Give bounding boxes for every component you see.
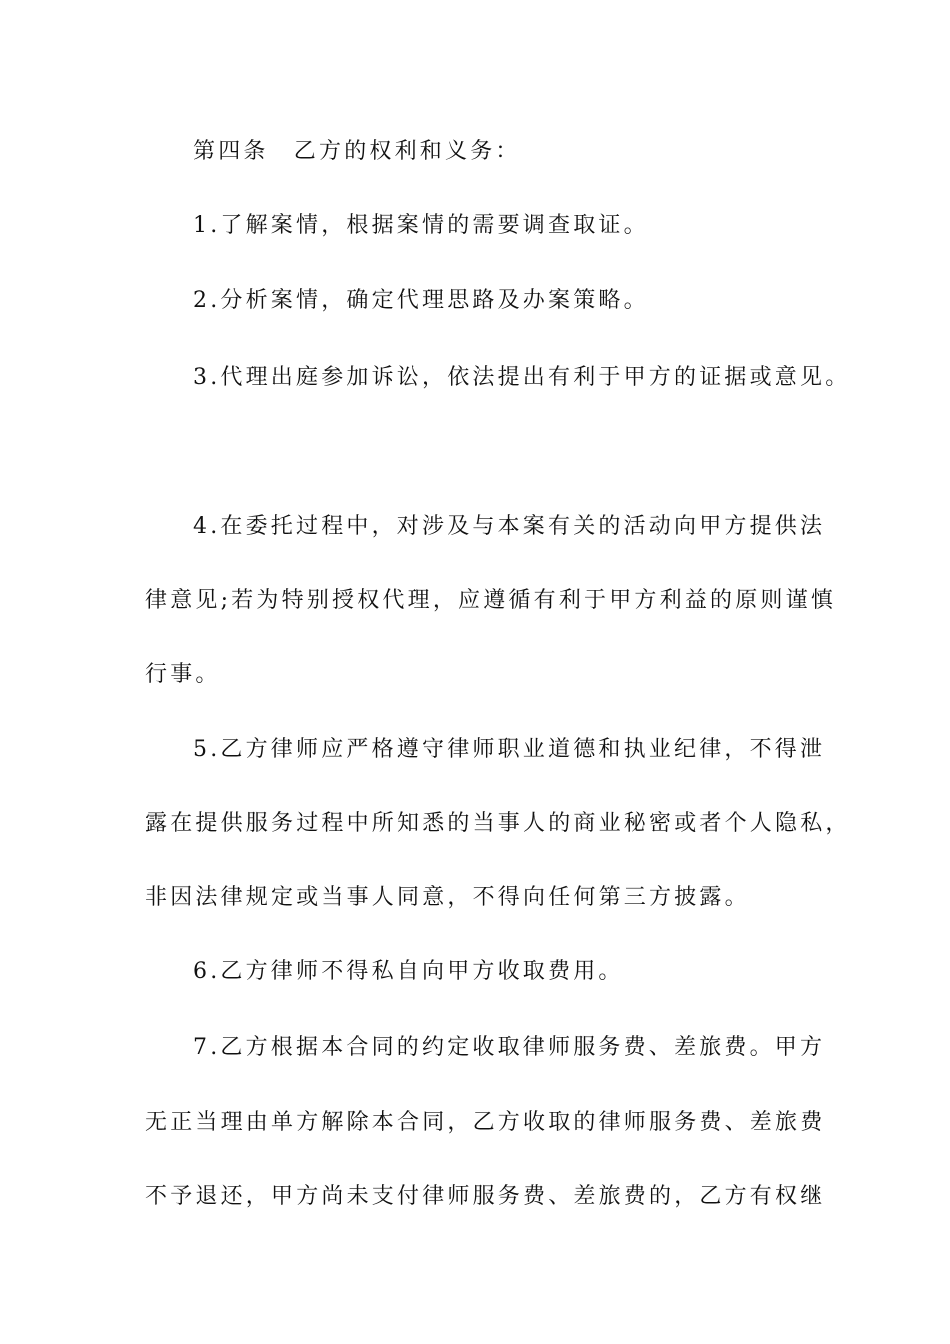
list-item-7-line-2: 无正当理由单方解除本合同，乙方收取的律师服务费、差旅费 [145, 1110, 826, 1135]
list-item-5-line-3: 非因法律规定或当事人同意，不得向任何第三方披露。 [145, 885, 750, 910]
list-item-4-line-3: 行事。 [145, 662, 221, 687]
list-item-5-line-1: 5.乙方律师应严格遵守律师职业道德和执业纪律，不得泄 [193, 737, 826, 762]
list-item-1: 1.了解案情，根据案情的需要调查取证。 [193, 213, 649, 238]
list-item-7-line-1: 7.乙方根据本合同的约定收取律师服务费、差旅费。甲方 [193, 1035, 826, 1060]
list-item-4-line-2: 律意见;若为特别授权代理，应遵循有利于甲方利益的原则谨慎 [145, 588, 837, 613]
list-item-6: 6.乙方律师不得私自向甲方收取费用。 [193, 959, 624, 984]
list-item-3: 3.代理出庭参加诉讼，依法提出有利于甲方的证据或意见。 [193, 365, 851, 390]
list-item-4-line-1: 4.在委托过程中，对涉及与本案有关的活动向甲方提供法 [193, 514, 826, 539]
list-item-2: 2.分析案情，确定代理思路及办案策略。 [193, 288, 649, 313]
section-heading: 第四条 乙方的权利和义务： [193, 139, 521, 164]
list-item-7-line-3: 不予退还，甲方尚未支付律师服务费、差旅费的，乙方有权继 [145, 1184, 826, 1209]
list-item-5-line-2: 露在提供服务过程中所知悉的当事人的商业秘密或者个人隐私， [145, 811, 851, 836]
